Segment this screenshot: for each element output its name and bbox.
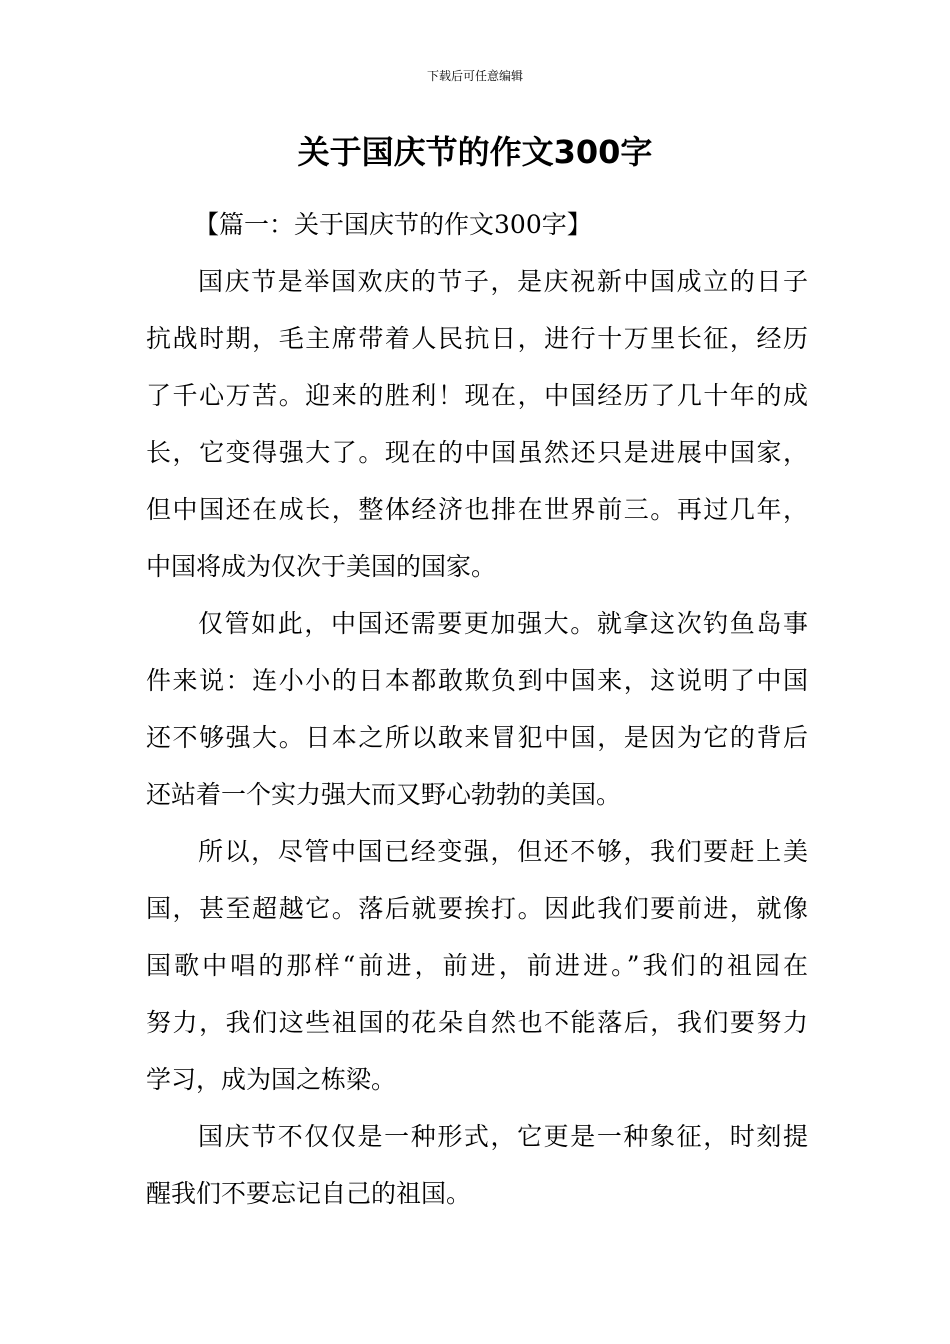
paragraph-line: 但中国还在成长，整体经济也排在世界前三。再过几年， (146, 495, 808, 524)
paragraph-1 (146, 253, 808, 595)
paragraph-line: 学习，成为国之栋梁。 (146, 1065, 397, 1094)
paragraph-line: 中国将成为仅次于美国的国家。 (146, 552, 497, 581)
essay-body (146, 196, 808, 1222)
paragraph-line: 努力，我们这些祖国的花朵自然也不能落后，我们要努力 (146, 1008, 808, 1037)
paragraph-line: 长，它变得强大了。现在的中国虽然还只是进展中国家， (146, 438, 808, 467)
paragraph-line: 还不够强大。日本之所以敢来冒犯中国，是因为它的背后 (146, 723, 808, 752)
paragraph-3 (146, 823, 808, 1108)
paragraph-line: 抗战时期，毛主席带着人民抗日，进行十万里长征，经历 (146, 324, 808, 353)
paragraph-line: 国庆节是举国欢庆的节子，是庆祝新中国成立的日子 (198, 267, 808, 296)
paragraph-line: 国，甚至超越它。落后就要挨打。因此我们要前进，就像 (146, 894, 808, 923)
document-title: 关于国庆节的作文300字 (297, 133, 653, 171)
paragraph-line: 所以，尽管中国已经变强，但还不够，我们要赶上美 (198, 837, 808, 866)
paragraph-line: 仅管如此，中国还需要更加强大。就拿这次钓鱼岛事 (198, 609, 808, 638)
paragraph-line: 件来说：连小小的日本都敢欺负到中国来，这说明了中国 (146, 666, 808, 695)
header-note: 下载后可任意编辑 (426, 69, 523, 83)
paragraph-2 (146, 595, 808, 823)
paragraph-line: 了千心万苦。迎来的胜利！现在，中国经历了几十年的成 (146, 381, 808, 410)
paragraph-line: 国歌中唱的那样“前进，前进，前进进。”我们的祖园在 (146, 951, 808, 980)
paragraph-line: 国庆节不仅仅是一种形式，它更是一种象征，时刻提 (198, 1122, 808, 1151)
paragraph-4 (146, 1108, 808, 1222)
paragraph-line: 还站着一个实力强大而又野心勃勃的美国。 (146, 780, 622, 809)
paragraph-line: 醒我们不要忘记自己的祖国。 (146, 1179, 472, 1208)
section-heading: 【篇一：关于国庆节的作文300字】 (194, 210, 592, 239)
